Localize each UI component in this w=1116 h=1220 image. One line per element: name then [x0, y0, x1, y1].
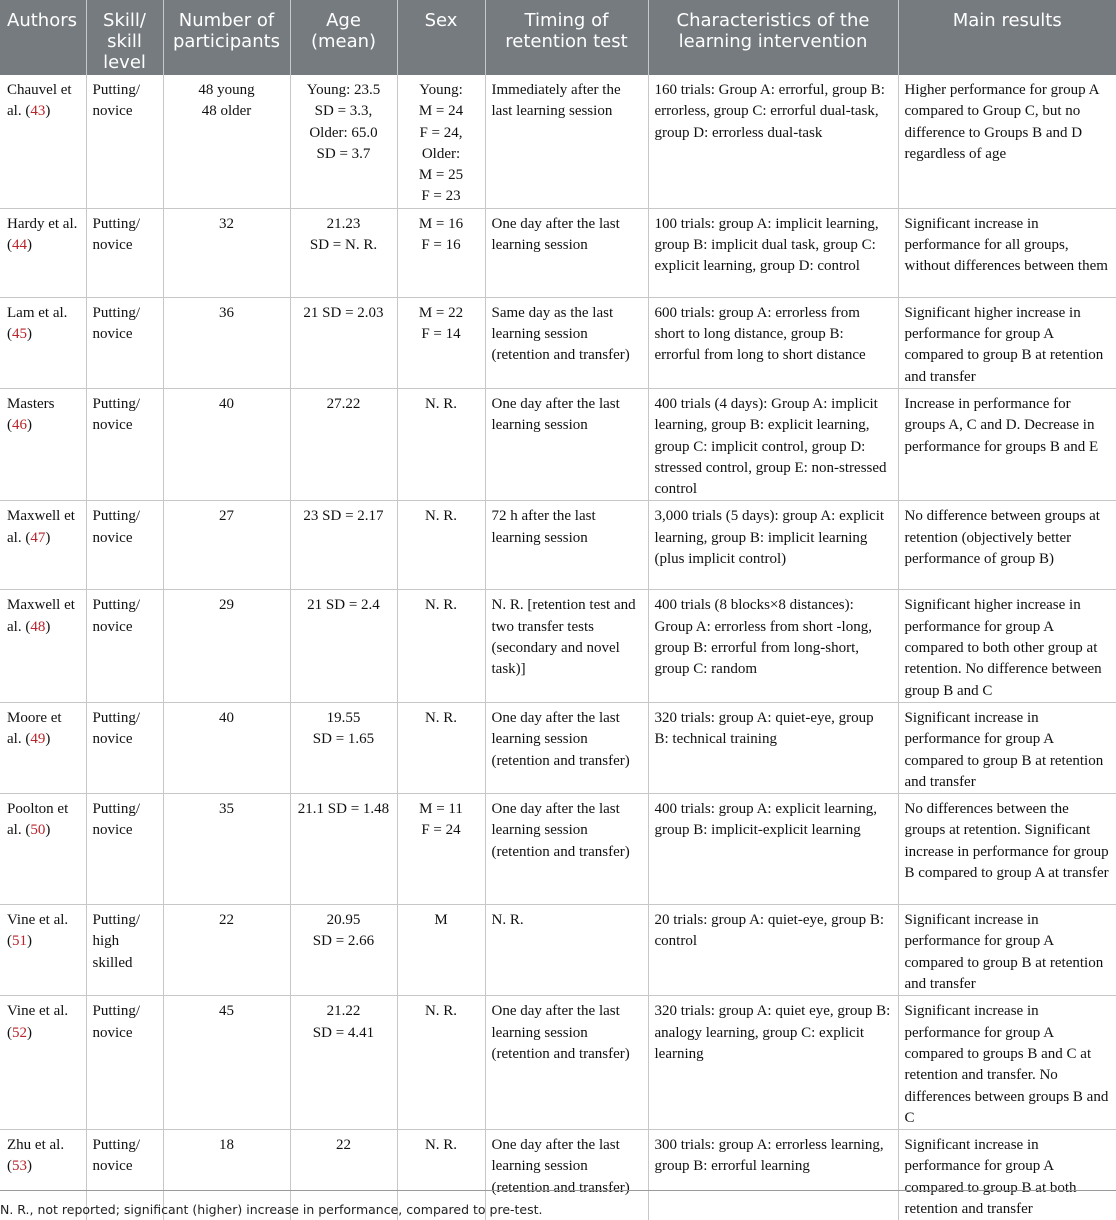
cell-age — [290, 794, 397, 905]
cell-sex-line: F = 14 — [421, 326, 461, 343]
cell-sex-line: F = 16 — [421, 237, 461, 254]
cell-sex — [397, 501, 485, 590]
cell-results: Significant increase in performance for group A compared to group B at retention and transfer — [898, 702, 1116, 793]
cell-age-line: 21.22 — [326, 1003, 361, 1020]
cell-timing: Same day as the last learning session (retention and transfer) — [485, 297, 648, 388]
cell-sex — [397, 208, 485, 297]
cell-results: Significant increase in performance for group A compared to group B at retention and transfer — [898, 905, 1116, 996]
cell-intervention: 400 trials (8 blocks×8 distances): Group A: errorless from short -long, group B: errorful from long-short, group C: random — [648, 590, 898, 702]
cell-sex-line: F = 23 — [421, 188, 461, 205]
cell-timing: One day after the last learning session (retention and transfer) — [485, 794, 648, 905]
cell-age-line: 20.95 — [326, 912, 361, 929]
cell-participants-line: 22 — [219, 912, 234, 929]
cell-age-line: 21 SD = 2.03 — [303, 304, 384, 321]
cell-age — [290, 208, 397, 297]
cell-participants-line: 48 young — [198, 82, 255, 98]
table-row — [0, 75, 1116, 208]
cell-authors: Poolton et al. (50) — [0, 794, 86, 905]
cell-participants-line: 45 — [219, 1003, 234, 1020]
author-name: Moore et al. — [7, 709, 62, 748]
header-row — [0, 0, 1116, 75]
cell-age-line: SD = 3.7 — [316, 145, 371, 162]
cell-sex — [397, 905, 485, 996]
cell-sex-line: N. R. — [424, 395, 458, 412]
citation-link[interactable]: 49 — [30, 731, 46, 748]
cell-participants-line: 18 — [219, 1137, 234, 1154]
cell-age-line: SD = 4.41 — [312, 1024, 375, 1041]
cell-sex — [397, 794, 485, 905]
cell-age-line: 21.23 — [326, 215, 361, 232]
column-header-age: Age (mean) — [290, 0, 397, 75]
cell-skill: Putting/ novice — [86, 1130, 163, 1220]
citation-link[interactable]: 46 — [12, 417, 27, 434]
cell-participants — [163, 297, 290, 388]
cell-participants-line: 36 — [219, 304, 234, 321]
column-header-authors: Authors — [0, 0, 86, 75]
cell-age — [290, 905, 397, 996]
cell-results: Higher performance for group A compared to Group C, but no difference to Groups B and D regardless of age — [898, 75, 1116, 208]
cell-sex-line: M — [434, 912, 448, 929]
cell-timing: One day after the last learning session — [485, 208, 648, 297]
cell-authors: Moore et al. (49) — [0, 702, 86, 793]
cell-age-line: Young: 23.5 — [306, 82, 381, 98]
table-footnote: N. R., not reported; significant (higher) increase in performance, compared to pre-test. — [0, 1190, 1116, 1217]
cell-intervention: 20 trials: group A: quiet-eye, group B: control — [648, 905, 898, 996]
cell-participants — [163, 208, 290, 297]
citation-link[interactable]: 51 — [12, 933, 27, 950]
column-header-participants: Number of participants — [163, 0, 290, 75]
cell-participants-line: 40 — [219, 395, 234, 412]
author-name: Vine et al. — [7, 1003, 69, 1020]
column-header-intervention: Characteristics of the learning intervention — [648, 0, 898, 75]
cell-participants — [163, 794, 290, 905]
cell-sex-line: M = 11 — [419, 801, 463, 818]
cell-participants-line: 35 — [219, 801, 234, 818]
cell-age-line: 19.55 — [326, 709, 361, 726]
cell-participants-line: 32 — [219, 215, 234, 232]
cell-results: Significant higher increase in performance for group A compared to group B at retention and transfer — [898, 297, 1116, 388]
cell-timing: One day after the last learning session (retention and transfer) — [485, 1130, 648, 1220]
cell-participants — [163, 75, 290, 208]
cell-sex-line: M = 16 — [418, 215, 464, 232]
cell-age — [290, 297, 397, 388]
cell-sex-line: M = 22 — [418, 304, 464, 321]
citation-link[interactable]: 53 — [12, 1158, 27, 1175]
cell-sex-line: Older: — [421, 145, 461, 162]
cell-skill: Putting/ novice — [86, 794, 163, 905]
cell-sex-line: F = 24, — [419, 124, 463, 141]
cell-timing: One day after the last learning session (retention and transfer) — [485, 996, 648, 1130]
column-header-sex: Sex — [397, 0, 485, 75]
table-row — [0, 388, 1116, 500]
cell-authors: Maxwell et al. (48) — [0, 590, 86, 702]
citation-link[interactable]: 43 — [30, 103, 46, 120]
cell-results: Increase in performance for groups A, C and D. Decrease in performance for groups B and E — [898, 388, 1116, 500]
cell-sex-line: N. R. — [424, 1137, 458, 1154]
cell-age-line: SD = 3.3, — [314, 103, 373, 120]
author-name: Chauvel et al. — [7, 82, 72, 120]
cell-sex-line: N. R. — [424, 597, 458, 614]
cell-intervention: 320 trials: group A: quiet-eye, group B: technical training — [648, 702, 898, 793]
cell-authors: Lam et al. (45) — [0, 297, 86, 388]
cell-participants — [163, 501, 290, 590]
author-name: Lam et al. — [7, 304, 68, 321]
cell-authors: Vine et al. (52) — [0, 996, 86, 1130]
cell-authors: Masters (46) — [0, 388, 86, 500]
cell-sex — [397, 702, 485, 793]
cell-intervention: 3,000 trials (5 days): group A: explicit learning, group B: implicit learning (plus implicit control) — [648, 501, 898, 590]
cell-intervention: 160 trials: Group A: errorful, group B: errorless, group C: errorful dual-task, group D: errorless dual-task — [648, 75, 898, 208]
cell-skill: Putting/ novice — [86, 388, 163, 500]
author-name: Zhu et al. — [7, 1137, 65, 1154]
cell-age-line: Older: 65.0 — [309, 124, 378, 141]
citation-link[interactable]: 47 — [30, 529, 46, 546]
citation-link[interactable]: 48 — [30, 618, 46, 635]
cell-sex-line: Young: — [419, 82, 463, 98]
cell-intervention: 400 trials: group A: explicit learning, group B: implicit-explicit learning — [648, 794, 898, 905]
author-name: Vine et al. — [7, 912, 69, 929]
cell-participants-line: 27 — [219, 508, 234, 525]
cell-sex — [397, 75, 485, 208]
column-header-timing: Timing of retention test — [485, 0, 648, 75]
cell-age — [290, 388, 397, 500]
cell-authors: Chauvel et al. (43) — [7, 82, 72, 120]
cell-skill: Putting/ novice — [86, 996, 163, 1130]
cell-age — [290, 702, 397, 793]
author-name: Poolton et al. — [7, 801, 69, 839]
author-name: Hardy et al. — [7, 215, 78, 232]
table-body — [0, 75, 1116, 1220]
cell-authors: Vine et al. (51) — [0, 905, 86, 996]
author-name: Masters — [7, 395, 55, 412]
cell-participants-line: 40 — [219, 709, 234, 726]
cell-authors: Maxwell et al. (47) — [0, 501, 86, 590]
cell-age-line: 21.1 SD = 1.48 — [297, 801, 390, 818]
cell-age-line: 21 SD = 2.4 — [307, 597, 380, 614]
citation-link[interactable]: 44 — [12, 237, 27, 254]
cell-authors: Zhu et al. (53) — [0, 1130, 86, 1220]
author-name: Maxwell et al. — [7, 597, 75, 635]
cell-age — [290, 501, 397, 590]
column-header-skill: Skill/ skill level — [86, 0, 163, 75]
cell-sex-line: N. R. — [424, 508, 458, 525]
table-row — [0, 702, 1116, 793]
cell-skill: Putting/ novice — [86, 590, 163, 702]
table-row — [0, 996, 1116, 1130]
cell-timing: One day after the last learning session — [485, 388, 648, 500]
cell-participants — [163, 702, 290, 793]
cell-age-line: SD = 2.66 — [312, 933, 375, 950]
cell-sex-line: F = 24 — [421, 822, 461, 839]
cell-results: No differences between the groups at retention. Significant increase in performance for group B compared to group A at transfer — [898, 794, 1116, 905]
author-name: Maxwell et al. — [7, 508, 75, 546]
table-row — [0, 794, 1116, 905]
citation-link[interactable]: 50 — [30, 822, 46, 839]
cell-timing: N. R. [retention test and two transfer tests (secondary and novel task)] — [485, 590, 648, 702]
cell-skill: Putting/ novice — [86, 501, 163, 590]
cell-authors: Hardy et al. (44) — [0, 208, 86, 297]
table-row — [0, 905, 1116, 996]
cell-results: No difference between groups at retention (objectively better performance of group B) — [898, 501, 1116, 590]
table-row — [0, 501, 1116, 590]
cell-participants — [163, 590, 290, 702]
cell-results: Significant increase in performance for all groups, without differences between them — [898, 208, 1116, 297]
cell-sex — [397, 388, 485, 500]
cell-age — [290, 75, 397, 208]
cell-sex-line: M = 25 — [418, 167, 464, 184]
cell-intervention: 300 trials: group A: errorless learning, group B: errorful learning — [648, 1130, 898, 1220]
cell-skill: Putting/ novice — [86, 75, 163, 208]
cell-sex-line: N. R. — [424, 709, 458, 726]
citation-link[interactable]: 52 — [12, 1024, 27, 1041]
cell-skill: Putting/ novice — [86, 297, 163, 388]
cell-participants — [163, 388, 290, 500]
table-row — [0, 297, 1116, 388]
cell-results: Significant increase in performance for group A compared to groups B and C at retention and transfer. No differences between groups B and C — [898, 996, 1116, 1130]
citation-link[interactable]: 45 — [12, 326, 27, 343]
cell-age-line: 23 SD = 2.17 — [303, 508, 384, 525]
cell-results: Significant increase in performance for group A compared to group B at both retention and transfer — [898, 1130, 1116, 1220]
cell-timing: Immediately after the last learning session — [485, 75, 648, 208]
cell-intervention: 400 trials (4 days): Group A: implicit learning, group B: explicit learning, group C: implicit control, group D: stressed control, group E: non-stressed control — [648, 388, 898, 500]
table-row — [0, 590, 1116, 702]
cell-sex — [397, 590, 485, 702]
cell-participants-line: 29 — [219, 597, 234, 614]
cell-timing: N. R. — [485, 905, 648, 996]
cell-sex — [397, 297, 485, 388]
cell-intervention: 600 trials: group A: errorless from short to long distance, group B: errorful from long to short distance — [648, 297, 898, 388]
cell-results: Significant higher increase in performance for group A compared to both other group at retention. No difference between group B and C — [898, 590, 1116, 702]
cell-participants-line: 48 older — [201, 103, 252, 120]
cell-sex — [397, 996, 485, 1130]
cell-age — [290, 590, 397, 702]
cell-participants — [163, 996, 290, 1130]
cell-age — [290, 996, 397, 1130]
table-row — [0, 208, 1116, 297]
cell-age-line: 27.22 — [326, 395, 361, 412]
cell-timing: One day after the last learning session (retention and transfer) — [485, 702, 648, 793]
cell-skill: Putting/ novice — [86, 702, 163, 793]
cell-skill: Putting/ novice — [86, 208, 163, 297]
cell-age-line: SD = N. R. — [309, 237, 378, 254]
column-header-results: Main results — [898, 0, 1116, 75]
cell-age-line: 22 — [336, 1137, 351, 1154]
cell-intervention: 320 trials: group A: quiet eye, group B: analogy learning, group C: explicit learning — [648, 996, 898, 1130]
cell-participants — [163, 905, 290, 996]
cell-age-line: SD = 1.65 — [312, 731, 375, 748]
cell-timing: 72 h after the last learning session — [485, 501, 648, 590]
cell-skill: Putting/ high skilled — [86, 905, 163, 996]
cell-sex-line: N. R. — [424, 1003, 458, 1020]
cell-sex-line: M = 24 — [418, 103, 464, 120]
cell-intervention: 100 trials: group A: implicit learning, group B: implicit dual task, group C: explicit learning, group D: control — [648, 208, 898, 297]
